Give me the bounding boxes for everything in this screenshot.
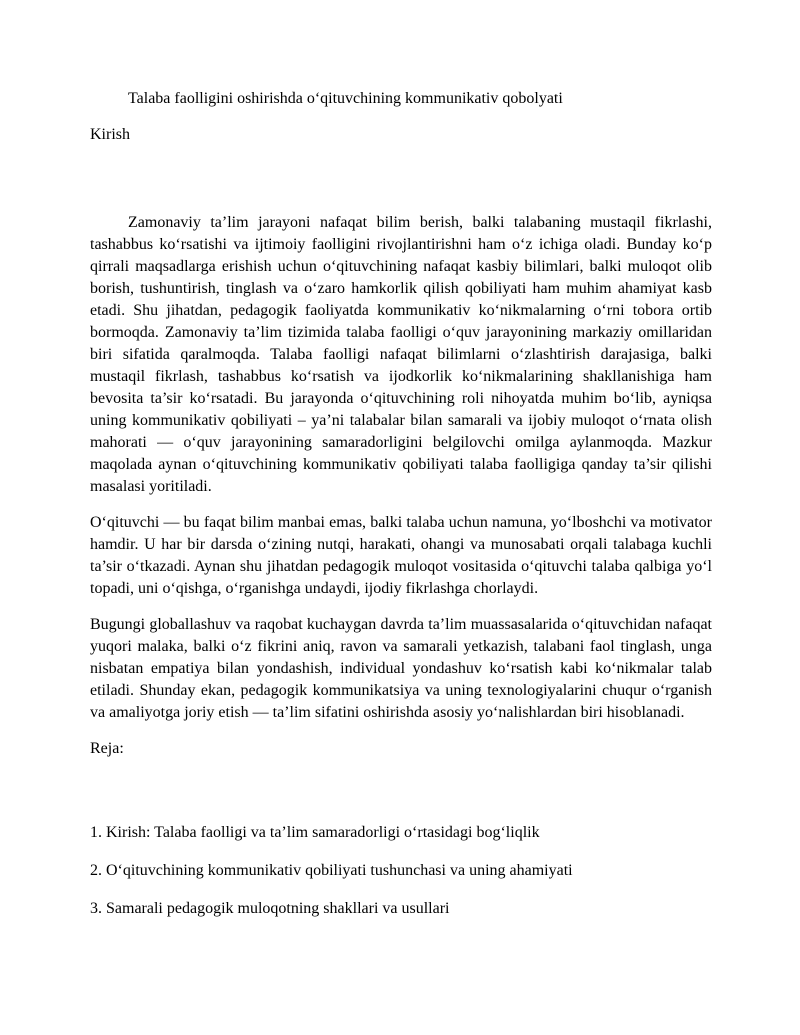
section-heading-kirish: Kirish <box>90 126 130 143</box>
body-paragraph: Zamonaviy ta’lim jarayoni nafaqat bilim berish, balki talabaning mustaqil fikrlashi, tashabbus koʻrsatishi va ijtimoiy faolligini rivojlantirishni ham oʻz ichiga oladi. Bunday koʻp qirrali maqsadlarga erishish uchun oʻqituvchining nafaqat kasbiy bilimlari, balki muloqot olib borish, tushuntirish, tinglash va oʻzaro hamkorlik qilish qobiliyati ham muhim ahamiyat kasb etadi. Shu jihatdan, pedagogik faoliyatda kommunikativ koʻnikmalarning oʻrni tobora ortib bormoqda. Zamonaviy ta’lim tizimida talaba faolligi oʻquv jarayonining markaziy omillaridan biri sifatida qaralmoqda. Talaba faolligi nafaqat bilimlarni oʻzlashtirish darajasiga, balki mustaqil fikrlash, tashabbus koʻrsatish va ijodkorlik koʻnikmalarining shakllanishiga ham bevosita ta’sir koʻrsatadi. Bu jarayonda oʻqituvchining roli nihoyatda muhim boʻlib, ayniqsa uning kommunikativ qobiliyati – ya’ni talabalar bilan samarali va ijobiy muloqot oʻrnata olish mahorati — oʻquv jarayonining samaradorligini belgilovchi omilga aylanmoqda. Mazkur maqolada aynan oʻqituvchining kommunikativ qobiliyati talaba faolligiga qanday ta’sir qilishi masalasi yoritiladi. <box>90 214 712 495</box>
plan-heading: Reja: <box>90 740 124 757</box>
plan-item: 2. Oʻqituvchining kommunikativ qobiliyati tushunchasi va uning ahamiyati <box>90 862 573 879</box>
body-paragraph: Bugungi globallashuv va raqobat kuchaygan davrda ta’lim muassasalarida oʻqituvchidan nafaqat yuqori malaka, balki oʻz fikrini aniq, ravon va samarali yetkazish, talabani faol tinglash, unga nisbatan empatiya bilan yondashish, individual yondashuv koʻrsatish kabi koʻnikmalar talab etiladi. Shunday ekan, pedagogik kommunikatsiya va uning texnologiyalarini chuqur oʻrganish va amaliyotga joriy etish — ta’lim sifatini oshirishda asosiy yoʻnalishlardan biri hisoblanadi. <box>90 616 712 721</box>
body-paragraph: Oʻqituvchi — bu faqat bilim manbai emas, balki talaba uchun namuna, yoʻlboshchi va motivator hamdir. U har bir darsda oʻzining nutqi, harakati, ohangi va munosabati orqali talabaga kuchli ta’sir oʻtkazadi. Aynan shu jihatdan pedagogik muloqot vositasida oʻqituvchi talaba qalbiga yoʻl topadi, uni oʻqishga, oʻrganishga undaydi, ijodiy fikrlashga chorlaydi. <box>90 514 712 597</box>
plan-item: 1. Kirish: Talaba faolligi va ta’lim samaradorligi oʻrtasidagi bogʻliqlik <box>90 824 540 841</box>
document-title: Talaba faolligini oshirishda oʻqituvchining kommunikativ qobolyati <box>128 90 563 107</box>
plan-item: 3. Samarali pedagogik muloqotning shakllari va usullari <box>90 900 450 917</box>
